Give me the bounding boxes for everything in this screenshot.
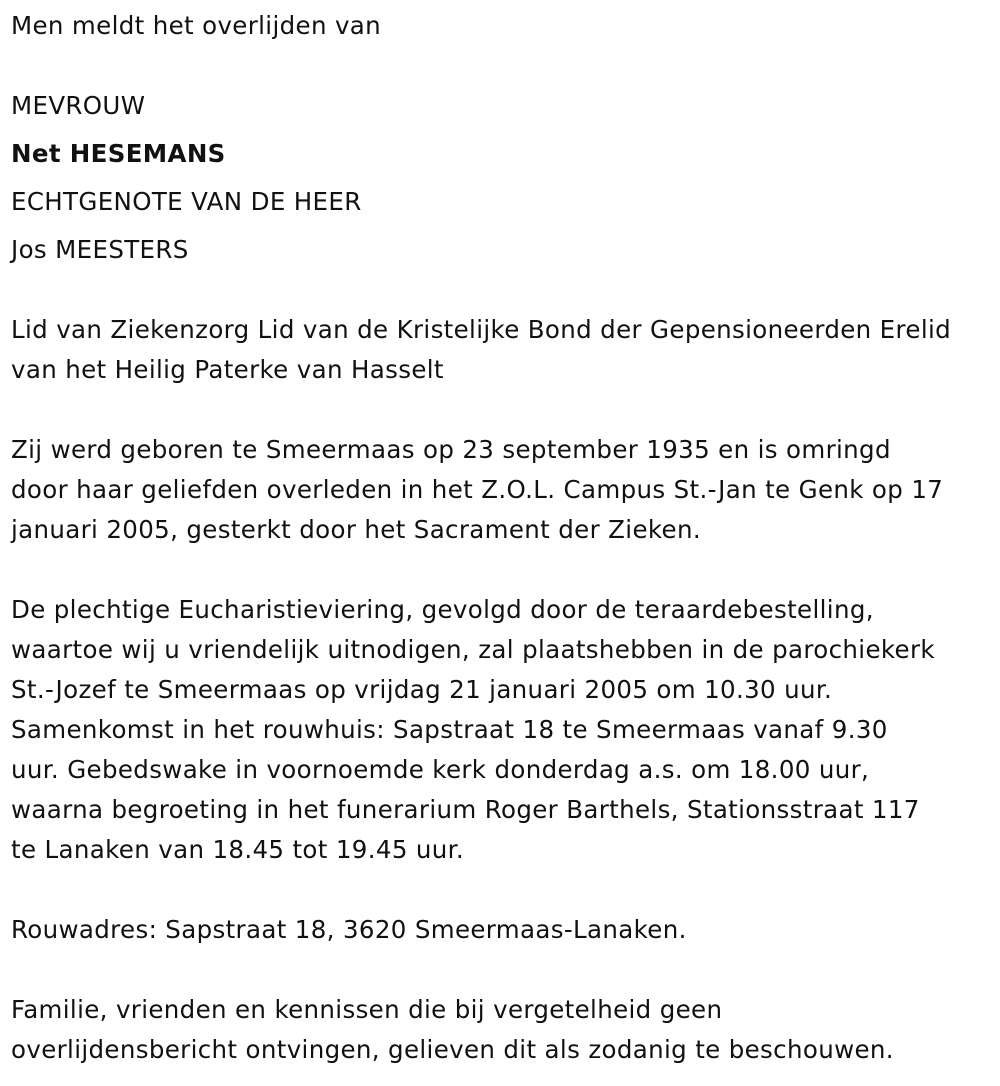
funeral-line: waarna begroeting in het funerarium Roger Barthels, Stationsstraat 117 xyxy=(11,795,920,824)
closing-line: overlijdensbericht ontvingen, gelieven dit als zodanig te beschouwen. xyxy=(11,1035,894,1064)
memberships-line: van het Heilig Paterke van Hasselt xyxy=(11,355,444,384)
funeral-line: St.-Jozef te Smeermaas op vrijdag 21 januari 2005 om 10.30 uur. xyxy=(11,675,833,704)
mourning-address: Rouwadres: Sapstraat 18, 3620 Smeermaas-Lanaken. xyxy=(11,915,687,944)
funeral-line: Samenkomst in het rouwhuis: Sapstraat 18 te Smeermaas vanaf 9.30 xyxy=(11,715,888,744)
deceased-name: Net HESEMANS xyxy=(11,139,226,168)
funeral-line: De plechtige Eucharistieviering, gevolgd door de teraardebestelling, xyxy=(11,595,874,624)
intro-line: Men meldt het overlijden van xyxy=(11,11,382,40)
funeral-line: te Lanaken van 18.45 tot 19.45 uur. xyxy=(11,835,464,864)
memberships-line: Lid van Ziekenzorg Lid van de Kristelijke Bond der Gepensioneerden Erelid xyxy=(11,315,952,344)
spouse-name: Jos MEESTERS xyxy=(11,235,189,264)
funeral-line: waartoe wij u vriendelijk uitnodigen, zal plaatshebben in de parochiekerk xyxy=(11,635,935,664)
birth-death-line: door haar geliefden overleden in het Z.O.L. Campus St.-Jan te Genk op 17 xyxy=(11,475,944,504)
closing-line: Familie, vrienden en kennissen die bij vergetelheid geen xyxy=(11,995,723,1024)
relation-line: ECHTGENOTE VAN DE HEER xyxy=(11,187,362,216)
funeral-line: uur. Gebedswake in voornoemde kerk donderdag a.s. om 18.00 uur, xyxy=(11,755,870,784)
birth-death-line: januari 2005, gesterkt door het Sacrament der Zieken. xyxy=(11,515,701,544)
birth-death-line: Zij werd geboren te Smeermaas op 23 september 1935 en is omringd xyxy=(11,435,891,464)
honorific: MEVROUW xyxy=(11,91,146,120)
